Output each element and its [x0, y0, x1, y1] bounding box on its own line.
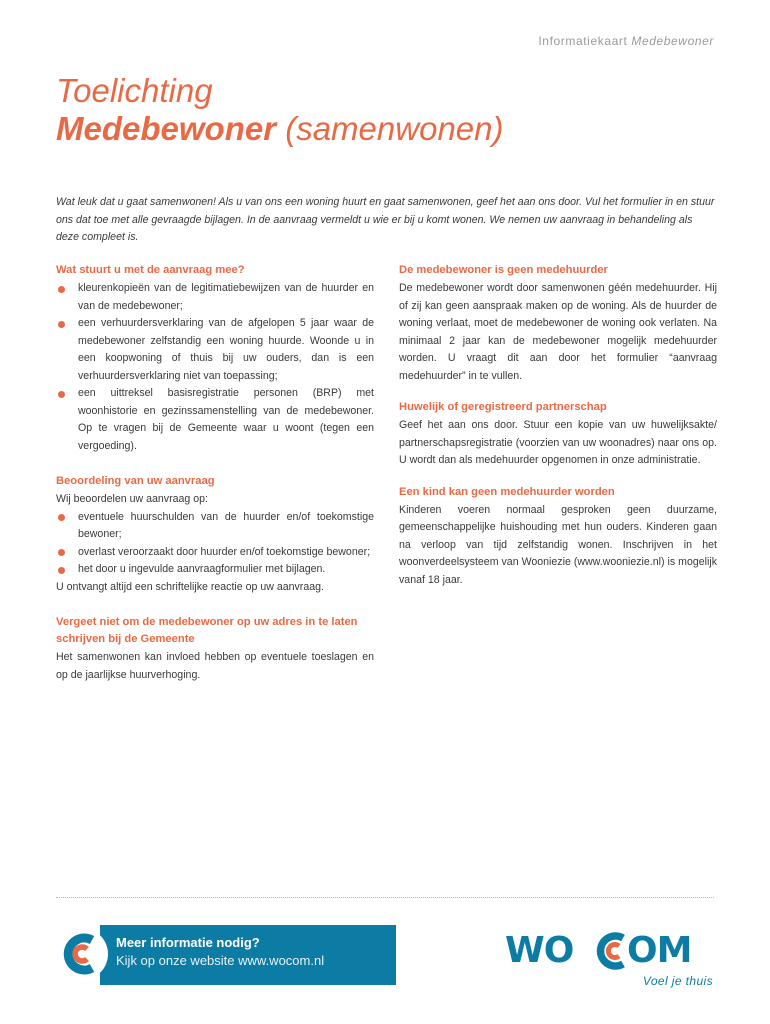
section-title-not-cotenant: De medebewoner is geen medehuurder: [399, 264, 608, 276]
right-column: [399, 262, 717, 589]
list-item: eventuele huurschulden van de huurder en/of toekomstige bewoner;: [56, 509, 374, 544]
list-item: het door u ingevulde aanvraagformulier met bijlagen.: [56, 561, 374, 579]
section-title-marriage: Huwelijk of geregistreerd partnerschap: [399, 401, 607, 413]
header-label-strong: Medebewoner: [631, 34, 714, 48]
assessment-intro: Wij beoordelen uw aanvraag op:: [56, 493, 208, 505]
wocom-c-icon: [56, 928, 108, 980]
header-label: [538, 34, 714, 48]
title-line1: Toelichting: [56, 72, 213, 109]
title-line2: [56, 110, 504, 147]
header-label-text: Informatiekaart: [538, 34, 628, 48]
intro-paragraph: Wat leuk dat u gaat samenwonen! Als u van ons een woning huurt en gaat samenwonen, geef het aan ons door. Vul het formulier in en stuur ons dat toe met alle gevraagde bijlagen. In de aanvraag vermeldt u wie er bij u komt wonen. We nemen uw aanvraag in behandeling als deze compleet is.: [56, 196, 715, 243]
list-assessment: [56, 509, 374, 579]
title-line2-bold: Medebewoner: [56, 110, 277, 147]
title-line2-light: (samenwonen): [276, 110, 504, 147]
page-title: [56, 72, 504, 148]
list-item: een uittreksel basisregistratie personen (BRP) met woonhistorie en gezinssamenstelling van de medebewoner. Op te vragen bij de Gemeente waar u woont (tegen een vergoeding).: [56, 385, 374, 455]
assessment-outro: U ontvangt altijd een schriftelijke reactie op uw aanvraag.: [56, 580, 324, 593]
list-item: overlast veroorzaakt door huurder en/of toekomstige bewoner;: [56, 544, 374, 562]
child-text: Kinderen voeren normaal gesproken geen duurzame, gemeenschappelijke huishouding met hun ouders. Kinderen gaan na verloop van tijd zelfstandig wonen. Inschrijven in het woonverdeelsysteem van Wooniezie (www.wooniezie.nl) is mogelijk vanaf 18 jaar.: [399, 503, 717, 586]
info-banner[interactable]: [56, 918, 382, 992]
section-title-assessment: Beoordeling van uw aanvraag: [56, 475, 215, 487]
list-item: een verhuurdersverklaring van de afgelopen 5 jaar waar de medebewoner zelfstandig een woning huurde. Woonde u in een koopwoning of thuis bij uw ouders, dan is een verhuurdersverklaring niet van toepassing;: [56, 315, 374, 385]
svg-text:WO: WO: [505, 930, 574, 971]
not-cotenant-text: De medebewoner wordt door samenwonen géén medehuurder. Hij of zij kan geen aanspraak maken op de woning. Als de huurder de woning verlaat, moet de medebewoner de woning ook verlaten. Na minimaal 2 jaar kan de medebewoner mogelijk medehuurder worden. U vraagt dit aan door het formulier “aanvraag medehuurder” in te vullen.: [399, 282, 717, 382]
footer-divider: [56, 897, 714, 898]
wocom-logo: [505, 928, 717, 998]
left-column: [56, 262, 374, 684]
banner-title: Meer informatie nodig?: [116, 935, 260, 950]
list-what-to-send: [56, 280, 374, 455]
banner-website-link[interactable]: Kijk op onze website www.wocom.nl: [116, 953, 325, 968]
register-text: Het samenwonen kan invloed hebben op eventuele toeslagen en op de jaarlijkse huurverhoging.: [56, 651, 374, 681]
wocom-wordmark: [505, 928, 717, 972]
svg-text:OM: OM: [627, 930, 692, 971]
list-item: kleurenkopieën van de legitimatiebewijzen van de huurder en van de medebewoner;: [56, 280, 374, 315]
brand-tagline: Voel je thuis: [642, 974, 713, 988]
section-title-what-to-send: Wat stuurt u met de aanvraag mee?: [56, 264, 245, 276]
marriage-text: Geef het aan ons door. Stuur een kopie van uw huwelijksakte/ partnerschapsregistratie (voorzien van uw woonadres) naar ons op. U wordt dan als medehuurder opgenomen in onze administratie.: [399, 419, 717, 466]
section-title-register: Vergeet niet om de medebewoner op uw adres in te laten schrijven bij de Gemeente: [56, 616, 358, 645]
section-title-child: Een kind kan geen medehuurder worden: [399, 485, 615, 498]
